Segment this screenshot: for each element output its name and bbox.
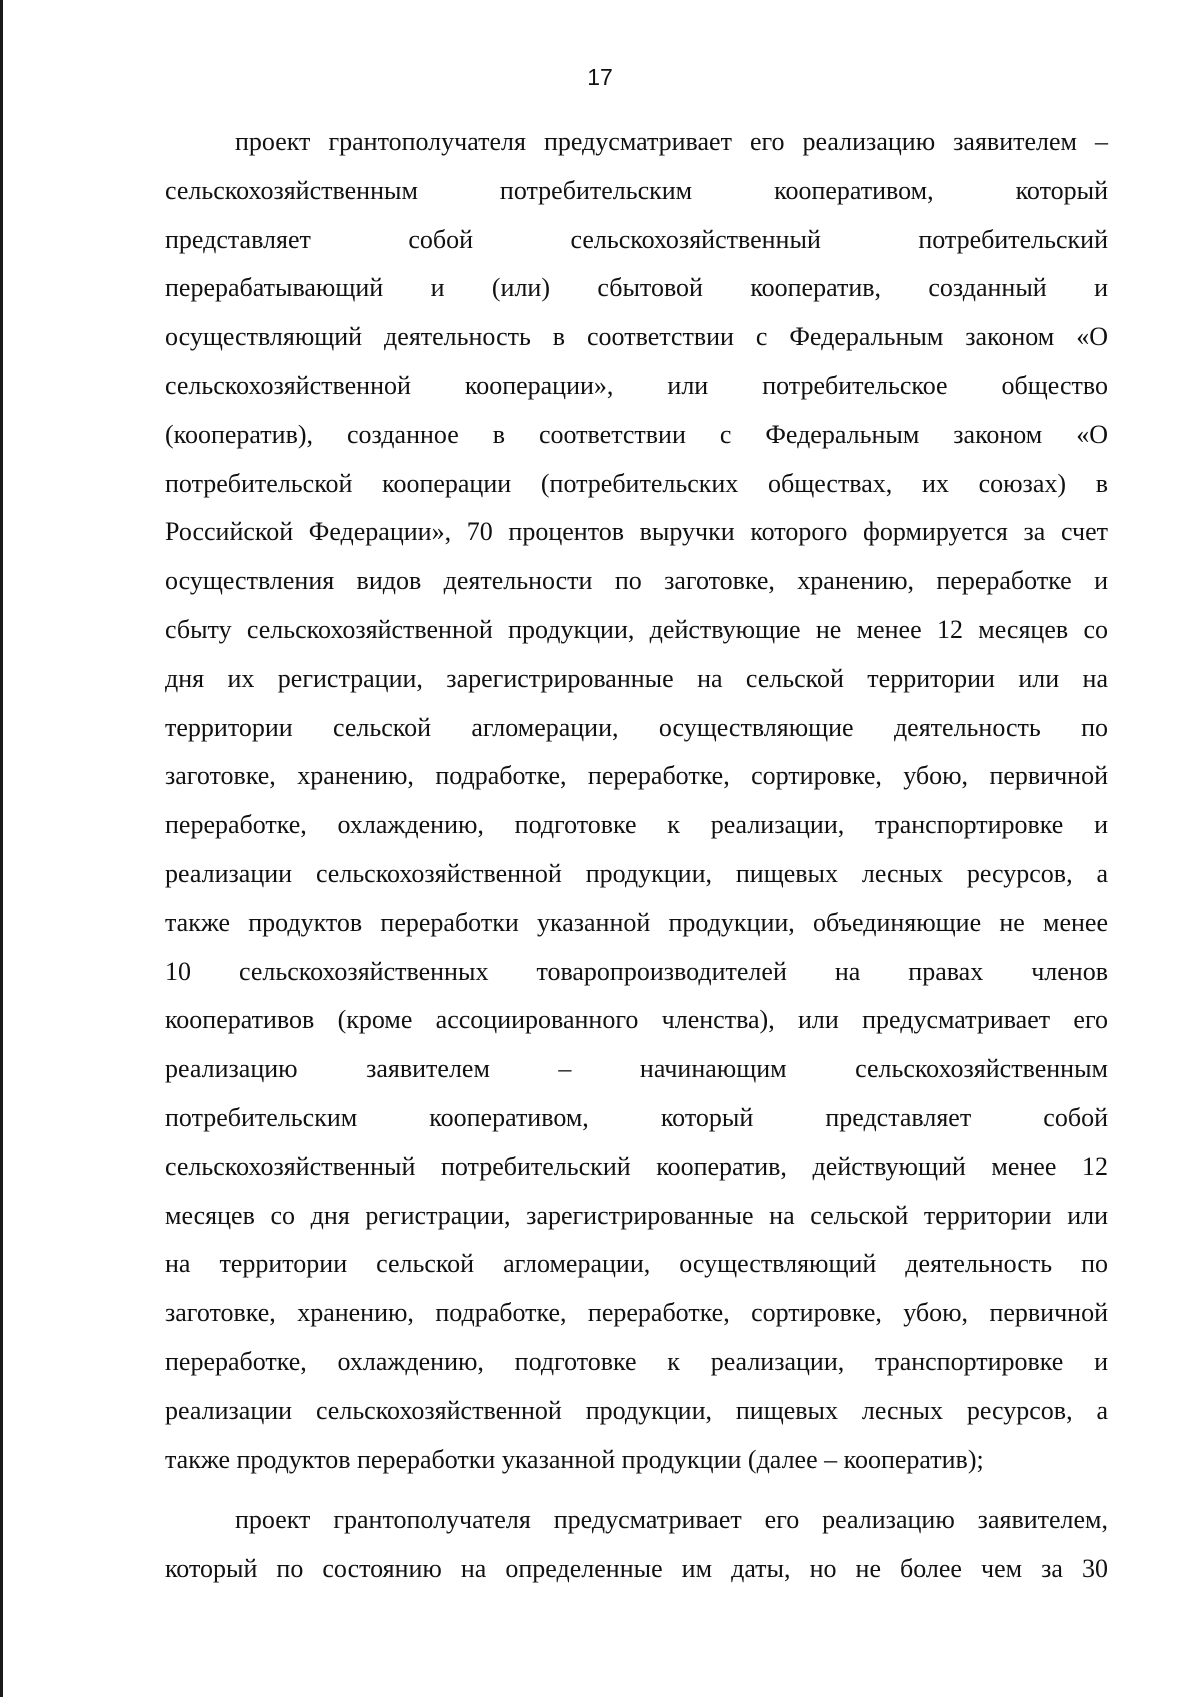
- scan-edge: [0, 0, 3, 1697]
- text-line: заготовке, хранению, подработке, переработке, сортировке, убою, первичной: [165, 761, 1108, 791]
- text-line: кооперативов (кроме ассоциированного членства), или предусматривает его: [165, 1005, 1108, 1035]
- text-line: Российской Федерации», 70 процентов выручки которого формируется за счет: [165, 517, 1108, 547]
- text-line: реализации сельскохозяйственной продукции, пищевых лесных ресурсов, а: [165, 858, 1108, 888]
- text-line: который по состоянию на определенные им даты, но не более чем за 30: [165, 1554, 1108, 1584]
- text-line: сельскохозяйственный потребительский кооператив, действующий менее 12: [165, 1151, 1108, 1181]
- text-line: 10 сельскохозяйственных товаропроизводителей на правах членов: [165, 956, 1108, 986]
- text-line: также продуктов переработки указанной продукции (далее – кооператив);: [165, 1444, 984, 1474]
- text-line: потребительским кооперативом, который представляет собой: [165, 1102, 1108, 1132]
- text-line: сбыту сельскохозяйственной продукции, действующие не менее 12 месяцев со: [165, 614, 1108, 644]
- page-number: 17: [587, 64, 613, 90]
- text-line: территории сельской агломерации, осуществляющие деятельность по: [165, 712, 1108, 742]
- text-line: проект грантополучателя предусматривает его реализацию заявителем,: [235, 1505, 1108, 1535]
- text-line: (кооператив), созданное в соответствии с Федеральным законом «О: [165, 419, 1108, 449]
- text-line: сельскохозяйственным потребительским кооперативом, который: [165, 175, 1108, 205]
- text-line: потребительской кооперации (потребительских обществах, их союзах) в: [165, 468, 1108, 498]
- text-line: сельскохозяйственной кооперации», или потребительское общество: [165, 370, 1108, 400]
- text-line: на территории сельской агломерации, осуществляющий деятельность по: [165, 1249, 1108, 1279]
- text-line: переработке, охлаждению, подготовке к реализации, транспортировке и: [165, 1346, 1108, 1376]
- text-line: перерабатывающий и (или) сбытовой кооператив, созданный и: [165, 273, 1108, 303]
- text-line: месяцев со дня регистрации, зарегистрированные на сельской территории или: [165, 1200, 1108, 1230]
- text-line: осуществления видов деятельности по заготовке, хранению, переработке и: [165, 566, 1108, 596]
- document-body: [165, 118, 1108, 1594]
- text-line: реализации сельскохозяйственной продукции, пищевых лесных ресурсов, а: [165, 1395, 1108, 1425]
- text-line: осуществляющий деятельность в соответствии с Федеральным законом «О: [165, 322, 1108, 352]
- text-line: переработке, охлаждению, подготовке к реализации, транспортировке и: [165, 810, 1108, 840]
- paragraph-gap: [165, 1484, 1108, 1496]
- text-line: также продуктов переработки указанной продукции, объединяющие не менее: [165, 907, 1108, 937]
- text-line: дня их регистрации, зарегистрированные на сельской территории или на: [165, 663, 1108, 693]
- text-line: заготовке, хранению, подработке, переработке, сортировке, убою, первичной: [165, 1298, 1108, 1328]
- text-line: представляет собой сельскохозяйственный потребительский: [165, 224, 1108, 254]
- text-line: реализацию заявителем – начинающим сельскохозяйственным: [165, 1054, 1108, 1084]
- text-line: проект грантополучателя предусматривает его реализацию заявителем –: [235, 127, 1108, 156]
